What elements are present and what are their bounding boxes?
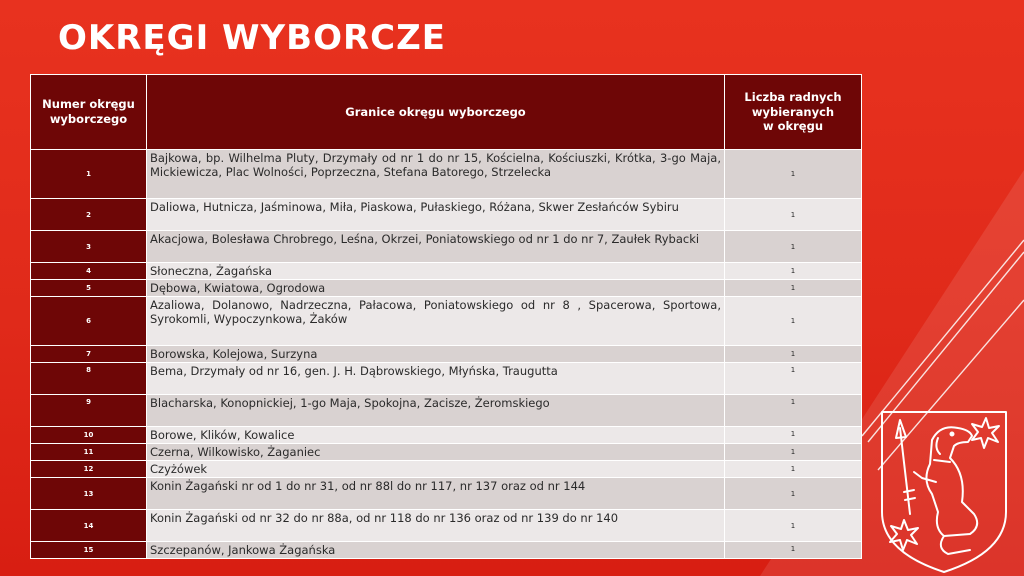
- district-number: 7: [31, 346, 147, 363]
- district-number: 12: [31, 461, 147, 478]
- seats-header-line2: wybieranych: [751, 104, 835, 119]
- district-boundaries: Bajkowa, bp. Wilhelma Pluty, Drzymały od nr 1 do nr 15, Kościelna, Kościuszki, Krótka, 3-go Maja, Mickiewicza, Plac Wolności, Poprzeczna, Stefana Batorego, Strzelecka: [147, 150, 725, 199]
- district-seats: 1: [725, 280, 862, 297]
- district-number: 1: [31, 150, 147, 199]
- district-seats: 1: [725, 427, 862, 444]
- district-boundaries: Borowe, Klików, Kowalice: [147, 427, 725, 444]
- district-boundaries: Bema, Drzymały od nr 16, gen. J. H. Dąbrowskiego, Młyńska, Traugutta: [147, 363, 725, 395]
- table-row: [31, 461, 862, 478]
- district-number: 11: [31, 444, 147, 461]
- district-seats: 1: [725, 263, 862, 280]
- district-number: 9: [31, 395, 147, 427]
- district-boundaries: Słoneczna, Żagańska: [147, 263, 725, 280]
- district-seats: 1: [725, 231, 862, 263]
- coat-of-arms-icon: [874, 402, 1014, 574]
- table-row: [31, 263, 862, 280]
- column-header-boundaries: Granice okręgu wyborczego: [147, 75, 725, 150]
- district-seats: 1: [725, 346, 862, 363]
- district-number: 10: [31, 427, 147, 444]
- district-number: 13: [31, 478, 147, 510]
- table-row: [31, 297, 862, 346]
- table-row: [31, 427, 862, 444]
- district-boundaries: Blacharska, Konopnickiej, 1-go Maja, Spokojna, Zacisze, Żeromskiego: [147, 395, 725, 427]
- district-boundaries: Akacjowa, Bolesława Chrobrego, Leśna, Okrzei, Poniatowskiego od nr 1 do nr 7, Zaułek Rybacki: [147, 231, 725, 263]
- page-title: OKRĘGI WYBORCZE: [58, 18, 447, 58]
- district-number: 14: [31, 510, 147, 542]
- district-boundaries: Borowska, Kolejowa, Surzyna: [147, 346, 725, 363]
- table-row: [31, 150, 862, 199]
- district-seats: 1: [725, 150, 862, 199]
- table-row: [31, 231, 862, 263]
- district-seats: 1: [725, 478, 862, 510]
- district-seats: 1: [725, 510, 862, 542]
- district-number: 15: [31, 542, 147, 559]
- district-seats: 1: [725, 199, 862, 231]
- district-number: 8: [31, 363, 147, 395]
- district-seats: 1: [725, 297, 862, 346]
- district-boundaries: Dębowa, Kwiatowa, Ogrodowa: [147, 280, 725, 297]
- districts-table: [30, 74, 862, 559]
- table-row: [31, 280, 862, 297]
- district-seats: 1: [725, 542, 862, 559]
- district-seats: 1: [725, 444, 862, 461]
- table-row: [31, 395, 862, 427]
- district-seats: 1: [725, 461, 862, 478]
- district-number: 5: [31, 280, 147, 297]
- district-boundaries: Szczepanów, Jankowa Żagańska: [147, 542, 725, 559]
- seats-header-line1: Liczba radnych: [744, 89, 842, 104]
- districts-table-container: [30, 74, 861, 559]
- district-number: 2: [31, 199, 147, 231]
- district-number: 4: [31, 263, 147, 280]
- table-row: [31, 346, 862, 363]
- district-seats: 1: [725, 395, 862, 427]
- district-boundaries: Czerna, Wilkowisko, Żaganiec: [147, 444, 725, 461]
- table-row: [31, 510, 862, 542]
- district-seats: 1: [725, 363, 862, 395]
- district-boundaries: Czyżówek: [147, 461, 725, 478]
- seats-header-line3: w okręgu: [762, 119, 824, 134]
- district-boundaries: Azaliowa, Dolanowo, Nadrzeczna, Pałacowa, Poniatowskiego od nr 8 , Spacerowa, Sportowa, Syrokomli, Wypoczynkowa, Żaków: [147, 297, 725, 346]
- table-row: [31, 542, 862, 559]
- table-row: [31, 478, 862, 510]
- column-header-seats: [725, 75, 862, 150]
- table-row: [31, 444, 862, 461]
- table-row: [31, 199, 862, 231]
- column-header-number: Numer okręgu wyborczego: [31, 75, 147, 150]
- district-number: 3: [31, 231, 147, 263]
- district-number: 6: [31, 297, 147, 346]
- district-boundaries: Daliowa, Hutnicza, Jaśminowa, Miła, Piaskowa, Pułaskiego, Różana, Skwer Zesłańców Sybiru: [147, 199, 725, 231]
- district-boundaries: Konin Żagański nr od 1 do nr 31, od nr 88l do nr 117, nr 137 oraz od nr 144: [147, 478, 725, 510]
- district-boundaries: Konin Żagański od nr 32 do nr 88a, od nr 118 do nr 136 oraz od nr 139 do nr 140: [147, 510, 725, 542]
- table-row: [31, 363, 862, 395]
- table-header-row: [31, 75, 862, 150]
